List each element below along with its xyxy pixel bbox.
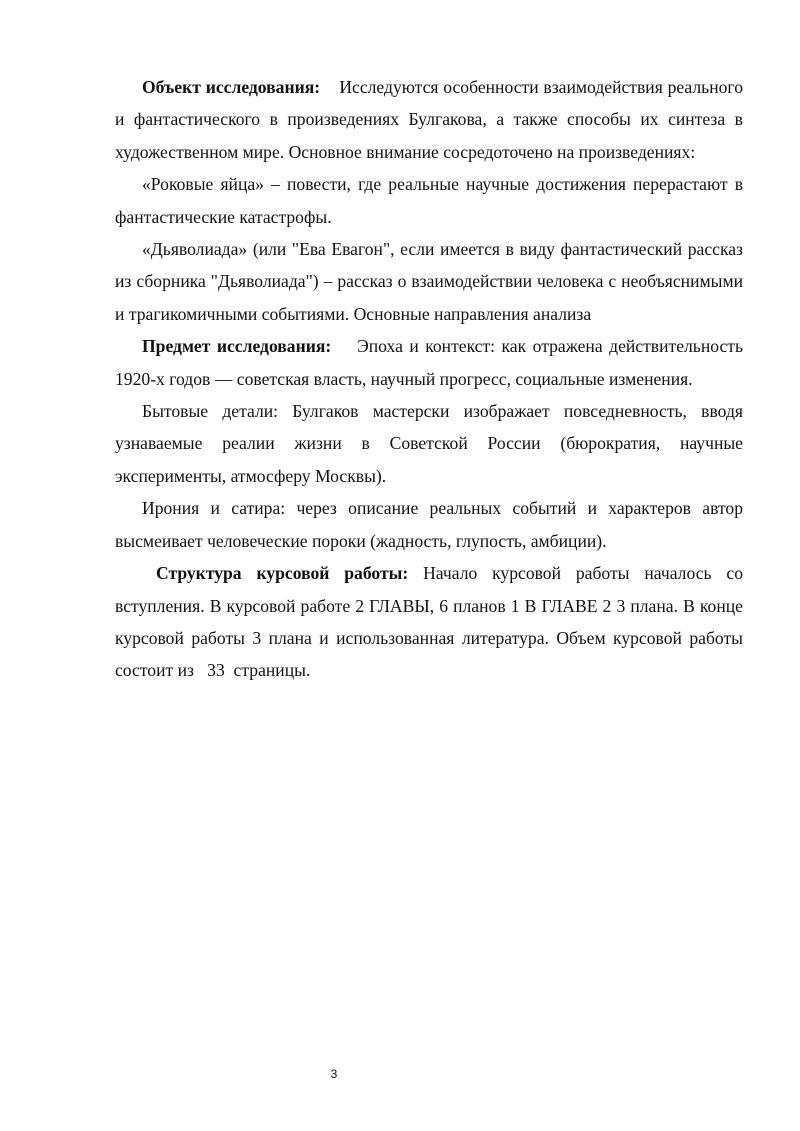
- paragraph-diaboliad: [115, 233, 748, 330]
- paragraph-everyday-details: [115, 395, 748, 492]
- page-number: 3: [330, 1067, 338, 1081]
- paragraph-irony-satire: [115, 492, 748, 557]
- text-structure: Начало курсовой работы началось со вступления. В курсовой работе 2 ГЛАВЫ, 6 планов 1 В ГЛАВЕ 2 3 плана. В конце курсовой работы 3 плана и использованная литература. Объем курсовой работы состоит из 33 страницы.: [115, 563, 748, 681]
- text-fatal-eggs: «Роковые яйца» – повести, где реальные научные достижения перерастают в фантастические катастрофы.: [115, 174, 748, 227]
- paragraph-structure: [115, 557, 748, 687]
- text-research-subject: Эпоха и контекст: как отражена действительность 1920-х годов — советская власть, научный прогресс, социальные изменения.: [115, 336, 748, 389]
- paragraph-research-object: [115, 71, 748, 168]
- heading-research-object: Объект исследования:: [142, 77, 321, 97]
- heading-structure: Структура курсовой работы:: [156, 563, 409, 584]
- heading-research-subject: Предмет исследования:: [142, 336, 332, 357]
- text-irony-satire: Ирония и сатира: через описание реальных событий и характеров автор высмеивает человеческие пороки (жадность, глупость, амбиции).: [115, 498, 748, 551]
- paragraph-fatal-eggs: [115, 168, 748, 233]
- text-everyday-details: Бытовые детали: Булгаков мастерски изображает повседневность, вводя узнаваемые реалии жизни в Советской России (бюрократия, научные эксперименты, атмосферу Москвы).: [115, 401, 748, 486]
- text-research-object: Исследуются особенности взаимодействия реального и фантастического в произведениях Булгакова, а также способы их синтеза в художественном мире. Основное внимание сосредоточено на произведениях:: [115, 77, 748, 162]
- text-diaboliad: «Дьяволиада» (или "Ева Евагон", если имеется в виду фантастический рассказ из сборника "Дьяволиада") – рассказ о взаимодействии человека с необъяснимыми и трагикомичными событиями. Основные направления анализа: [115, 239, 748, 324]
- paragraph-research-subject: [115, 330, 748, 395]
- document-page: [115, 71, 748, 687]
